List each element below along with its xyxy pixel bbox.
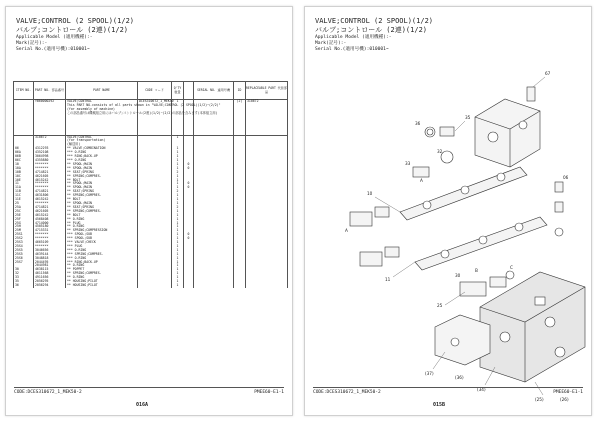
cell-item: 35	[14, 280, 34, 284]
cell-name: ** SPRING;COMPRES.	[66, 210, 138, 214]
cell-name: ** POPPET	[66, 268, 138, 272]
cell-qty: 1	[172, 257, 184, 261]
callout-label: (37)	[425, 371, 434, 376]
cell-part: 4615242	[34, 214, 66, 218]
parts-table	[13, 81, 288, 288]
cell-name: ** SPRING;COMPRES.	[66, 272, 138, 276]
cell-name: VALVE;CONTROL	[66, 135, 138, 139]
left-page-number: 016A	[136, 402, 149, 408]
cell-name: *** O-RING	[66, 257, 138, 261]
cell-name: *** O-RING	[66, 151, 138, 155]
cell-qty: 1	[172, 237, 184, 241]
cell-part: 4505180	[34, 225, 66, 229]
cell-item: 25F	[14, 218, 34, 222]
cell-part: 3064998	[34, 155, 66, 159]
cell-item: 25M	[14, 229, 34, 233]
cell-item: 06A	[14, 151, 34, 155]
right-page-number: 015B	[433, 402, 446, 408]
cell-item: 25S3	[14, 241, 34, 245]
right-mark: Mark(記号):-	[315, 41, 347, 46]
cell-item: 33	[14, 276, 34, 280]
callout-label: 11	[385, 277, 391, 282]
cell-qty: 1	[172, 159, 184, 163]
left-footer-code: CODE:DCES310672_1_MEK50-2	[14, 390, 82, 395]
cell-part: 4714000	[34, 222, 66, 226]
cell-qty: 1	[172, 284, 184, 288]
cell-name: *** RING;BACK-UP	[66, 261, 138, 265]
cell-rep: 310672	[246, 100, 288, 104]
cell-item: 06	[14, 147, 34, 151]
cell-item: 25G	[14, 222, 34, 226]
cell-qty: 1	[172, 245, 184, 249]
cell-item: 06B	[14, 155, 34, 159]
cell-item: 11E	[14, 198, 34, 202]
column-header: SERIAL NO. 適用号機	[194, 82, 234, 100]
pilot-housing-top	[475, 99, 540, 167]
right-title-en: VALVE;CONTROL (2 SPOOL)(1/2)	[315, 17, 434, 25]
cell-qty: 1	[172, 198, 184, 202]
cell-item: 25E	[14, 214, 34, 218]
cell-name: *** SPRING;COMPRES.	[66, 253, 138, 257]
left-page-header	[16, 17, 134, 53]
cell-name: ** PLUG	[66, 222, 138, 226]
parts-table-body	[14, 100, 288, 288]
cell-part: 2056295	[34, 280, 66, 284]
cell-qty: 1	[172, 100, 184, 104]
cell-part: *******	[34, 186, 66, 190]
cell-qty: 1	[172, 135, 184, 139]
cell-part: *******	[34, 245, 66, 249]
right-title-jp: バルブ;コントロール (2連)(1/2)	[315, 26, 428, 34]
cell-name: ** VALVE;COMBINATION	[66, 147, 138, 151]
cell-name: ** HOUSING;PILOT	[66, 280, 138, 284]
column-header: ID	[234, 82, 246, 100]
cell-name: この部品番号は機械組立用にはバルブ;コントロール(2連)(1/2)~(2/2)の部品を含みます(本体組立用)	[67, 110, 218, 115]
cell-part: 4665109	[34, 241, 66, 245]
cell-item: 25S5	[14, 253, 34, 257]
cell-qty: 1	[172, 147, 184, 151]
cell-q2: 0	[184, 182, 194, 186]
cell-part: YB60000292	[34, 100, 66, 104]
cell-name: *** O-RING	[66, 249, 138, 253]
left-footer	[14, 387, 284, 395]
cell-qty: 1	[172, 229, 184, 233]
cell-item: 11C	[14, 194, 34, 198]
cell-part: *******	[34, 163, 66, 167]
cell-qty: 1	[172, 167, 184, 171]
cell-q2: 0	[184, 186, 194, 190]
cell-qty: 2	[172, 206, 184, 210]
cell-part: 2056294	[34, 284, 66, 288]
cell-q2: 0	[184, 233, 194, 237]
cell-item: 11	[14, 182, 34, 186]
cell-qty: 2	[172, 190, 184, 194]
parts-table-header	[14, 82, 288, 100]
cell-qty: 1	[172, 175, 184, 179]
cell-q2: 0	[184, 163, 194, 167]
cell-part: 4615242	[34, 179, 66, 183]
valve-body	[480, 272, 585, 382]
cell-name: ** BOLT	[66, 179, 138, 183]
cell-item: 25	[14, 202, 34, 206]
callout-label: 25	[437, 303, 443, 308]
cell-part: 4355880	[34, 159, 66, 163]
cell-item: 25S6	[14, 257, 34, 261]
cell-part: 3046656	[34, 249, 66, 253]
cell-name: ** SPRING;COMPRES.	[66, 194, 138, 198]
cell-name: ** SEAT;SPRING	[66, 171, 138, 175]
cell-name: *** PLUG	[66, 245, 138, 249]
cell-part: *******	[34, 167, 66, 171]
right-footer-code: CODE:DCES310672_1_MEK50-2	[313, 390, 381, 395]
left-applicable-model: Applicable Model (適用機種):-	[16, 35, 93, 40]
cell-name: ** O-RING	[66, 264, 138, 268]
callout-label: A	[345, 228, 348, 233]
cell-qty: 1	[172, 253, 184, 257]
cell-item: 25S2	[14, 237, 34, 241]
right-footer-right: PMEE60-E1-1	[553, 390, 583, 395]
cell-serial	[194, 284, 234, 288]
cell-name: VALVE;CONTROL	[66, 100, 138, 104]
cell-part: 4714821	[34, 206, 66, 210]
cell-qty: 1	[172, 261, 184, 265]
cell-part: 2044981	[34, 264, 66, 268]
main-spool-lower	[415, 217, 547, 270]
cell-part: 4621605	[34, 175, 66, 179]
left-serial: Serial No.(適用号機):010001~	[16, 47, 90, 52]
callout-label: 33	[405, 161, 411, 166]
table-row	[14, 284, 288, 288]
cell-name: ** SPOOL;MAIN	[66, 163, 138, 167]
spring-seat-left	[350, 212, 372, 226]
cell-q2: 0	[184, 237, 194, 241]
cell-part: 4714821	[34, 171, 66, 175]
column-header	[184, 82, 194, 100]
column-header: REPLACEABLE PART 代替部品	[246, 82, 288, 100]
cell-qty: 1	[172, 225, 184, 229]
cell-item: 25S7	[14, 261, 34, 265]
cell-qty: 1	[172, 179, 184, 183]
cell-name: (輸送用)	[66, 143, 138, 147]
cell-name: ** BOLT	[66, 198, 138, 202]
cell-id: (2)	[234, 100, 246, 104]
o-ring-part	[425, 127, 435, 137]
cell-rep	[246, 284, 288, 288]
cell-part: 4611568	[34, 272, 66, 276]
cell-id	[234, 284, 246, 288]
cell-item: 32	[14, 272, 34, 276]
cell-item: 10A	[14, 167, 34, 171]
cell-part: 4352108	[34, 151, 66, 155]
cell-qty: 1	[172, 182, 184, 186]
exploded-diagram-page	[304, 6, 592, 416]
cell-name: *** SPOOL;SUB	[66, 233, 138, 237]
right-footer	[313, 387, 583, 395]
cell-name: ** SPOOL;MAIN	[66, 202, 138, 206]
cell-name: ** SEAT;SPRING	[66, 206, 138, 210]
cell-qty: 1	[172, 202, 184, 206]
callout-label: (25)	[535, 397, 544, 402]
column-header: ITEM NO.	[14, 82, 34, 100]
cell-item: 10B	[14, 171, 34, 175]
cell-qty: 2	[172, 171, 184, 175]
left-footer-right: PMEE60-E1-1	[254, 390, 284, 395]
callout-label: A	[420, 178, 423, 183]
cell-item: 11B	[14, 190, 34, 194]
cell-part: *******	[34, 233, 66, 237]
cell-part: 2044495	[34, 261, 66, 265]
cell-name: ** SPOOL;MAIN	[66, 182, 138, 186]
callout-label: 10	[367, 191, 373, 196]
callout-label: (26)	[560, 397, 569, 402]
cell-qty: 1	[172, 241, 184, 245]
cell-name: *** VALVE;CHECK	[66, 241, 138, 245]
cell-qty: 1	[172, 218, 184, 222]
callout-label: (34)	[477, 387, 486, 392]
exploded-view-diagram	[305, 7, 593, 417]
cell-item: 25S4	[14, 245, 34, 249]
cell-q2: 0	[184, 167, 194, 171]
callout-label: B	[475, 268, 478, 273]
cell-qty: 1	[172, 272, 184, 276]
cell-item: 25A	[14, 206, 34, 210]
cell-code	[138, 284, 172, 288]
cell-part: 4638115	[34, 268, 66, 272]
cell-name: ** SPOOL;MAIN	[66, 167, 138, 171]
cell-item: 10E	[14, 179, 34, 183]
cell-item: 10C	[14, 175, 34, 179]
cell-name: ** O-RING	[66, 218, 138, 222]
cell-part: 4615242	[34, 198, 66, 202]
cell-qty: 1	[172, 194, 184, 198]
cell-name: ** O-RING	[66, 225, 138, 229]
cell-qty: 1	[172, 268, 184, 272]
cell-qty: 1	[172, 280, 184, 284]
cell-part: *******	[34, 182, 66, 186]
cell-part: 4714821	[34, 190, 66, 194]
callout-label: C	[510, 265, 513, 270]
column-header: PART NO. 部品番号	[34, 82, 66, 100]
callout-label: 36	[415, 121, 421, 126]
cell-name: *** RING;BACK-UP	[66, 155, 138, 159]
cell-part: 4631806	[34, 194, 66, 198]
cell-q2	[184, 284, 194, 288]
cell-item: 36	[14, 284, 34, 288]
left-mark: Mark(記号):-	[16, 41, 48, 46]
cell-part: *******	[34, 237, 66, 241]
callout-label: 06	[563, 175, 569, 180]
cell-qty: 1	[172, 233, 184, 237]
cell-name: ** BOLT	[66, 214, 138, 218]
cell-item: 25H	[14, 225, 34, 229]
cell-part: 4639144	[34, 253, 66, 257]
cell-qty: 1	[172, 249, 184, 253]
cell-name: ** SPRING;COMPRES.	[66, 175, 138, 179]
cell-item: 06C	[14, 159, 34, 163]
left-title-jp: バルブ;コントロール (2連)(1/2)	[16, 26, 129, 34]
cell-item: 10	[14, 163, 34, 167]
cell-name: ** O-RING	[66, 276, 138, 280]
right-applicable-model: Applicable Model (適用機種):-	[315, 35, 392, 40]
cell-part: *******	[34, 202, 66, 206]
cell-qty: 1	[172, 151, 184, 155]
cell-qty: 1	[172, 163, 184, 167]
callout-label: 35	[465, 115, 471, 120]
left-title-en: VALVE;CONTROL (2 SPOOL)(1/2)	[16, 17, 135, 25]
cell-item: 30	[14, 268, 34, 272]
cell-part: 4715331	[34, 229, 66, 233]
right-serial: Serial No.(適用号機):010001~	[315, 47, 389, 52]
column-header: CODE コード	[138, 82, 172, 100]
cell-part: 4312293	[34, 147, 66, 151]
parts-list-page	[5, 6, 293, 416]
cell-name: (for transportation)	[66, 139, 138, 143]
column-header: PART NAME	[66, 82, 138, 100]
callout-label: 32	[437, 149, 443, 154]
cell-part: 4911656	[34, 276, 66, 280]
cell-qty: 1	[172, 210, 184, 214]
cell-name: ** HOUSING;PILOT	[66, 284, 138, 288]
top-fitting	[527, 87, 535, 101]
cell-item: 25C	[14, 210, 34, 214]
callout-label: 67	[545, 71, 551, 76]
cell-item: 25S1	[14, 233, 34, 237]
cell-name: ** SEAT;SPRING	[66, 190, 138, 194]
cell-name: *** O-RING	[66, 159, 138, 163]
column-header: Q'TY 数量	[172, 82, 184, 100]
cell-item: 11A	[14, 186, 34, 190]
cell-qty: 1	[172, 155, 184, 159]
cell-item: 25S5	[14, 249, 34, 253]
cell-name: *** SPOOL;SUB	[66, 237, 138, 241]
cell-part: 4568408	[34, 218, 66, 222]
cell-qty: 1	[172, 222, 184, 226]
callout-label: 30	[455, 273, 461, 278]
cell-part: 310672	[34, 135, 66, 139]
cell-qty: 1	[172, 264, 184, 268]
callout-label: (36)	[455, 375, 464, 380]
cell-code: DCES310672_1_MEK50	[139, 99, 174, 103]
cell-part: 3048818	[34, 257, 66, 261]
cell-qty: 1	[172, 186, 184, 190]
cell-name: ** SPOOL;MAIN	[66, 186, 138, 190]
sub-spool	[460, 282, 486, 296]
cell-name: This PART NO.consists of all parts shown in "VALVE;CONTROL (2 SPOOL)(1/2)~(2/2)"	[67, 102, 221, 107]
cell-qty: 1	[172, 276, 184, 280]
cell-qty: 1	[172, 214, 184, 218]
cell-name: ** SPRING;COMPRESSION	[66, 229, 138, 233]
cell-part: 4621605	[34, 210, 66, 214]
cell-name: (for assembly of machine)	[66, 108, 138, 112]
